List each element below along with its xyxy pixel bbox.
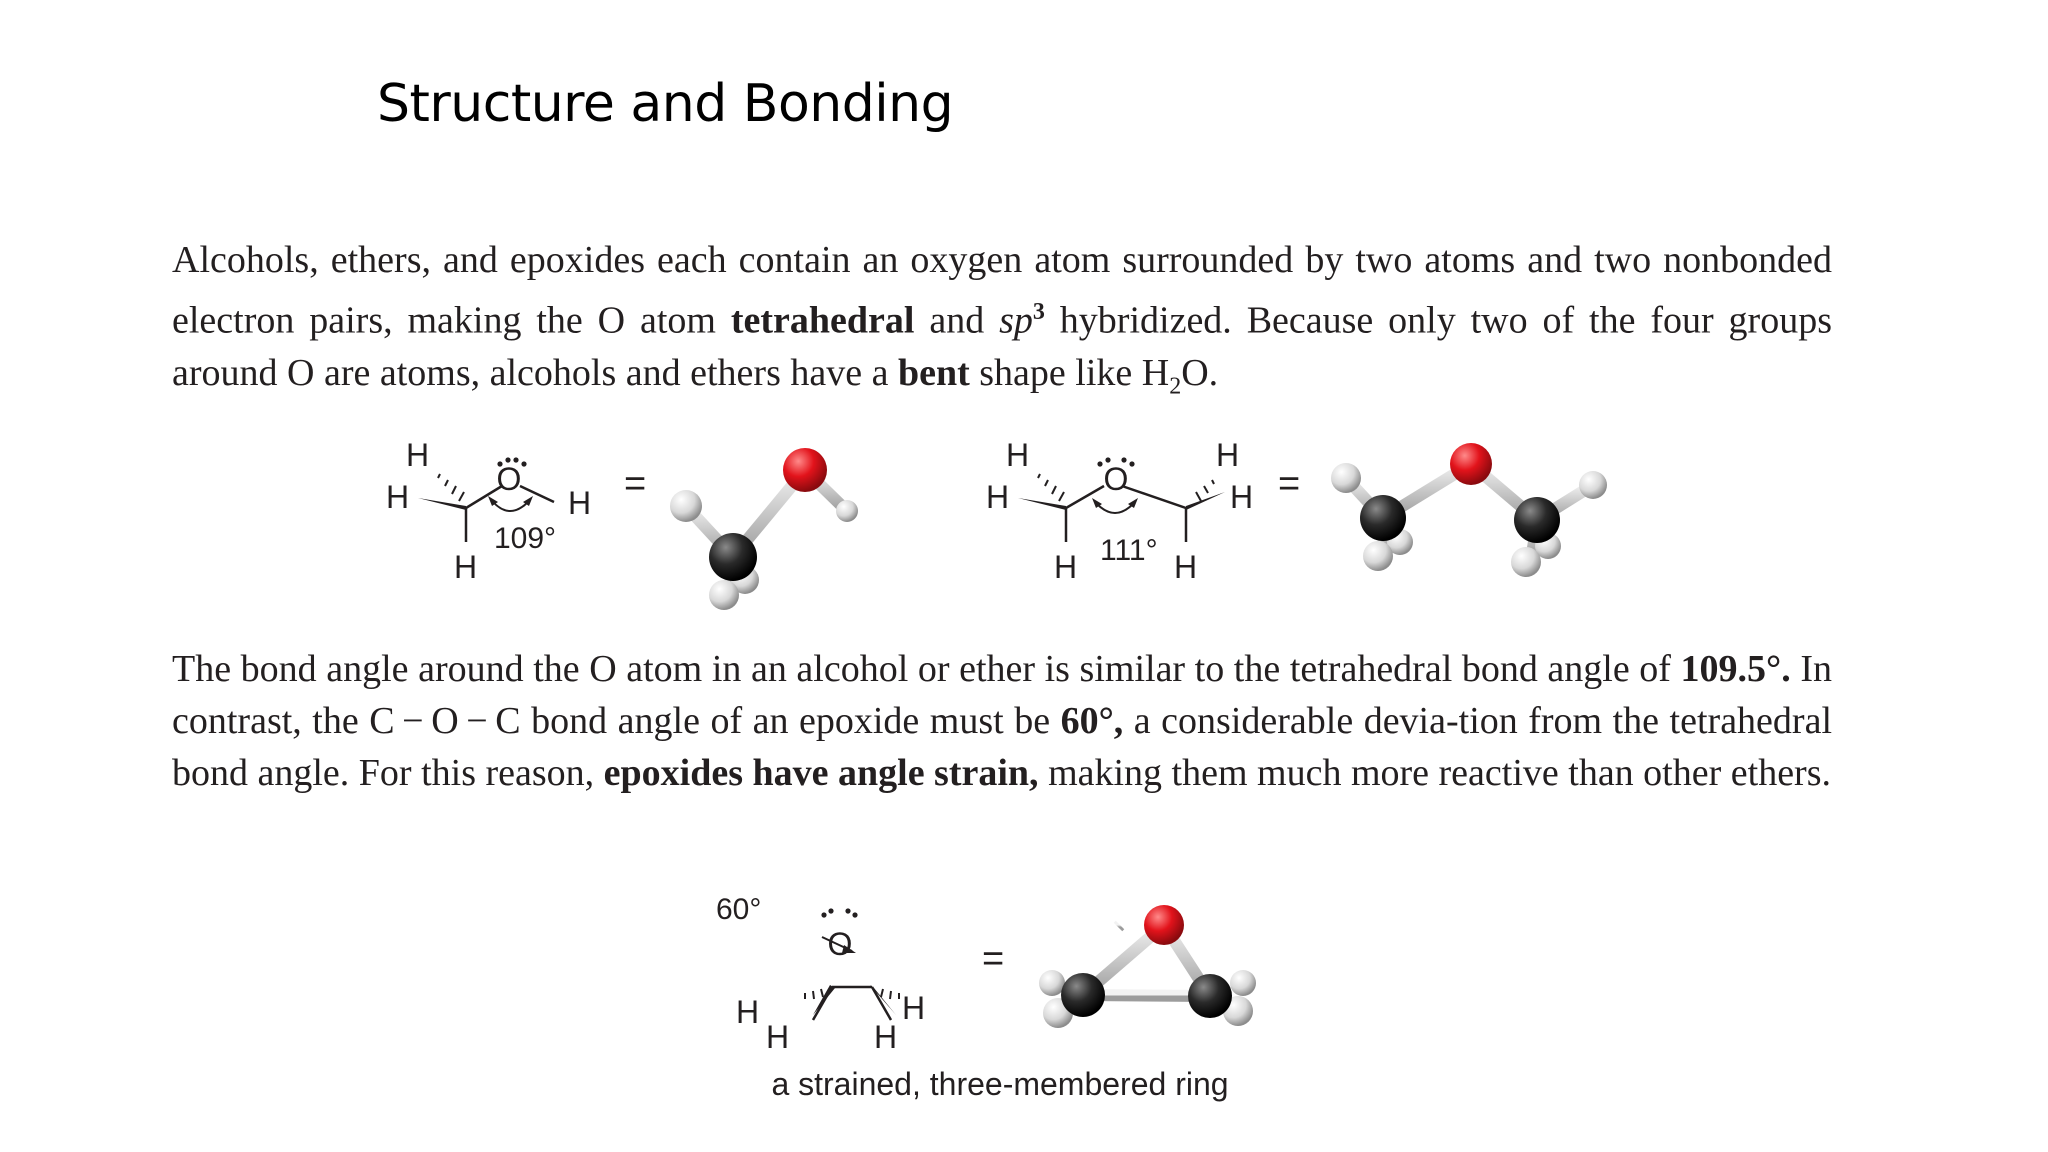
ether-equals: = xyxy=(1278,463,1301,505)
epoxide-angle-label: 60° xyxy=(716,893,762,926)
para2-text-4: making them much more reactive than other ethers. xyxy=(1038,752,1831,794)
ether-h-right: H xyxy=(1230,479,1254,515)
methanol-h-left: H xyxy=(386,479,410,515)
para1-text-4: shape like H xyxy=(969,351,1170,394)
term-tetrahedral: tetrahedral xyxy=(730,299,915,342)
epoxide-h-bottom-left: H xyxy=(766,1019,790,1055)
epoxide-equals: = xyxy=(982,938,1005,980)
ether-h-left: H xyxy=(986,479,1010,515)
dimethyl-ether-figure xyxy=(980,437,1620,600)
epoxide-ball-and-stick-model xyxy=(1039,905,1256,1028)
dimethyl-ether-structure-drawing xyxy=(986,437,1253,585)
para1-text-3: hybridized. Because only two of the four groups around O are atoms, alcohols and ethers have a xyxy=(172,299,1832,394)
para2-text-3: a considerable devia-tion from the tetrahedral bond angle. For this reason, xyxy=(172,700,1833,794)
para2-text-1: The bond angle around the O atom in an alcohol or ether is similar to the tetrahedral bond angle of xyxy=(172,648,1681,690)
paragraph-bond-angle xyxy=(172,643,1832,799)
term-bent: bent xyxy=(897,351,970,394)
methanol-h-bottom: H xyxy=(454,549,478,585)
epoxide-h-right: H xyxy=(902,990,926,1026)
methanol-h-top: H xyxy=(406,437,430,473)
ether-oxygen: O xyxy=(1103,461,1129,497)
methanol-structure-drawing xyxy=(386,437,591,585)
sp-superscript: 3 xyxy=(1032,299,1045,325)
ether-h-top-right: H xyxy=(1216,437,1240,473)
para1-text-1: Alcohols, ethers, and epoxides each contain an oxygen atom surrounded by two atoms and two nonbonded electron pairs, making the O atom xyxy=(172,239,1832,342)
para1-text-5: O. xyxy=(1181,351,1219,394)
methanol-oxygen: O xyxy=(496,461,522,497)
term-angle-strain: epoxides have angle strain, xyxy=(603,752,1039,794)
epoxide-structure-drawing xyxy=(716,893,925,1055)
epoxide-figure xyxy=(710,895,1270,1065)
slide-title: Structure and Bonding xyxy=(377,74,954,134)
term-109-5: 109.5°. xyxy=(1680,648,1791,690)
term-sp: sp xyxy=(999,299,1033,342)
ether-h-top-left: H xyxy=(1006,437,1030,473)
ether-h-bottom-right: H xyxy=(1174,549,1198,585)
epoxide-caption: a strained, three-membered ring xyxy=(771,1066,1229,1102)
ether-h-bottom-left: H xyxy=(1054,549,1078,585)
epoxide-h-bottom-right: H xyxy=(874,1019,898,1055)
methanol-angle-label: 109° xyxy=(494,522,557,555)
epoxide-oxygen: O xyxy=(827,926,853,962)
methanol-h-right: H xyxy=(568,485,592,521)
paragraph-oxygen-hybridization xyxy=(172,234,1832,412)
term-60-degrees: 60°, xyxy=(1060,700,1124,742)
dimethyl-ether-ball-and-stick-model xyxy=(1331,443,1607,577)
methanol-ball-and-stick-model xyxy=(670,448,858,610)
epoxide-h-left: H xyxy=(736,994,760,1030)
para1-text-2: and xyxy=(914,299,1000,342)
ether-angle-label: 111° xyxy=(1100,534,1158,567)
methanol-figure xyxy=(380,437,880,600)
methanol-equals: = xyxy=(624,463,647,505)
para2-text-2: In contrast, the C − O − C bond angle of an epoxide must be xyxy=(172,648,1832,742)
water-subscript: 2 xyxy=(1169,373,1182,400)
